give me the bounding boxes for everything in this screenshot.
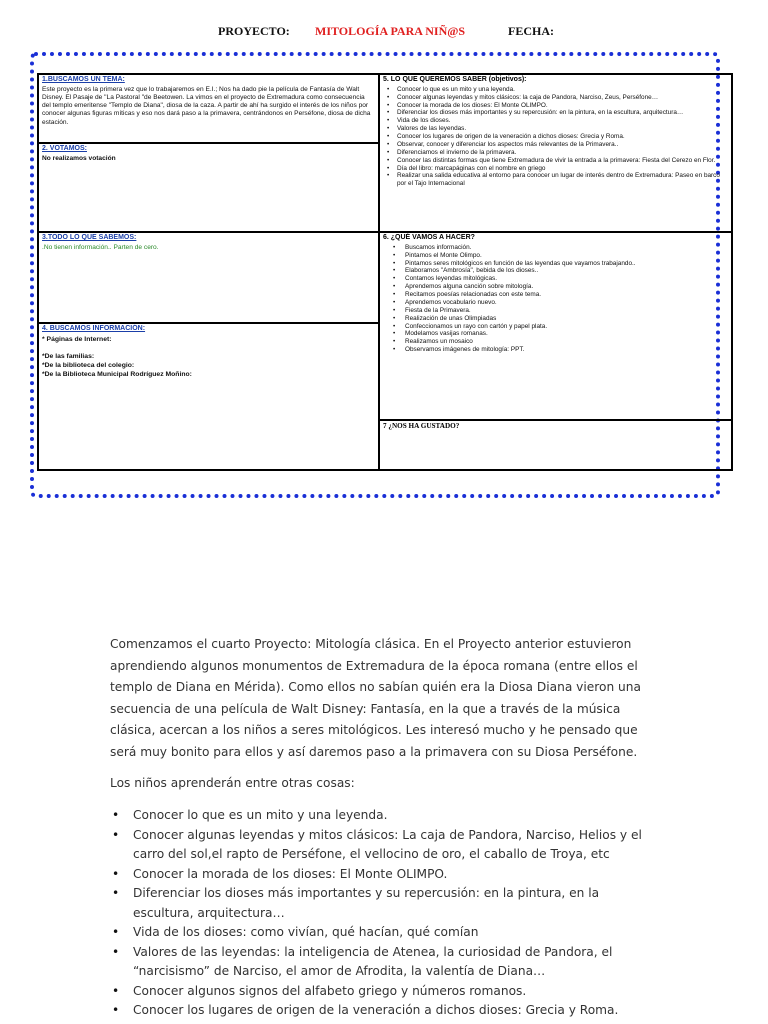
section-title: 4. BUSCAMOS INFORMACIÓN:: [42, 325, 146, 332]
info-line: *De la Biblioteca Municipal Rodríguez Moñino:: [42, 371, 192, 379]
list-item: • Aprendemos vocabulario nuevo.: [405, 299, 728, 307]
list-item: • Conocer las distintas formas que tiene Extremadura de vivir la entrada a la primavera: Fiesta del Cerezo en Flor.: [397, 157, 728, 165]
list-item: • Confeccionamos un rayo con cartón y papel plata.: [405, 323, 728, 331]
list-item: • Conocer lo que es un mito y una leyenda.: [397, 86, 728, 94]
info-line: *De las familias:: [42, 352, 95, 360]
body-text: [110, 634, 662, 1021]
list-item: • Conocer algunas leyendas y mitos clásicos: la caja de Pandora, Narciso, Zeus, Perséfone…: [397, 94, 728, 102]
list-item: • Realizar una salida educativa al entorno para conocer un lugar de interés dentro de Extremadura: Paseo en barco por el Tajo Internacional: [397, 172, 728, 188]
list-item: • Realizamos un mosaico: [405, 338, 728, 346]
list-item: • Fiesta de la Primavera.: [405, 307, 728, 315]
intro-paragraph: Comenzamos el cuarto Proyecto: Mitología clásica. En el Proyecto anterior estuvieron aprendiendo algunos monumentos de Extremadura de la época romana (entre ellos el templo de Diana en Mérida). Como ellos no sabían quién era la Diosa Diana vieron una secuencia de una película de Walt Disney: Fantasía, en la que a través de la música clásica, acercan a los niños a seres mitológicos. Les interesó mucho y he pensado que será muy bonito para ellos y así daremos paso a la primavera con su Diosa Perséfone.: [110, 637, 641, 759]
section-votamos: [39, 144, 380, 233]
list-item: • Conocer los lugares de origen de la veneración a dichos dioses: Grecia y Roma.: [397, 133, 728, 141]
section-objetivos: [380, 75, 731, 233]
section-title: 2. VOTAMOS:: [42, 145, 87, 152]
project-table: [37, 73, 733, 471]
list-item: • Valores de las leyendas.: [397, 125, 728, 133]
section-que-vamos-a-hacer: [380, 233, 731, 421]
section-buscamos-informacion: [39, 324, 380, 469]
list-item: • Pintamos seres mitológicos en función de las leyendas que vayamos trabajando..: [405, 260, 728, 268]
list-item: • Diferenciar los dioses más importantes y su repercusión: en la pintura, en la escultura, arquitectura…: [110, 884, 662, 923]
section-title: 3.TODO LO QUE SABEMOS:: [42, 234, 137, 241]
list-item: • Realización de unas Olimpiadas: [405, 315, 728, 323]
project-title: MITOLOGÍA PARA NIÑ@S: [315, 24, 466, 38]
proyecto-label: PROYECTO:: [218, 24, 290, 38]
info-line: * Páginas de Internet:: [42, 335, 112, 343]
list-item: • Conocer los lugares de origen de la veneración a dichos dioses: Grecia y Roma.: [110, 1001, 662, 1021]
section-text: No realizamos votación: [42, 154, 116, 162]
list-item: • Contamos leyendas mitológicas.: [405, 275, 728, 283]
list-item: • Día del libro: marcapáginas con el nombre en griego: [397, 165, 728, 173]
list-item: • Diferenciar los dioses más importantes y su repercusión: en la pintura, en la escultura, arquitectura…: [397, 109, 728, 117]
list-item: • Elaboramos "Ambrosía", bebida de los dioses..: [405, 267, 728, 275]
section-text: .No tienen información.. Parten de cero.: [42, 243, 159, 251]
list-item: • Recitamos poesías relacionadas con este tema.: [405, 291, 728, 299]
list-item: • Observar, conocer y diferenciar los aspectos más relevantes de la Primavera..: [397, 141, 728, 149]
info-line: *De la biblioteca del colegio:: [42, 362, 135, 370]
section-title: 1.BUSCAMOS UN TEMA:: [42, 76, 125, 83]
list-item: • Conocer la morada de los dioses: El Monte OLIMPO.: [110, 865, 662, 885]
section-title: 7 ¿NOS HA GUSTADO?: [383, 422, 460, 430]
fecha-label: FECHA:: [508, 24, 554, 38]
section-text: Este proyecto es la primera vez que lo trabajaremos en E.I.; Nos ha dado pie la película de Fantasía de Walt Disney. El Pasaje de "La Pastoral "de Beetowen. La vimos en el proyecto de Extremadura como consecuencia del templo emeritense "Templo de Diana", diosa de la caza. A partir de ahí ha surgido el interés de los niños por conocer algunas figuras míticas y eso nos dará paso a la primavera, centrándonos en Perséfone, diosa de dicha estación.: [42, 85, 371, 126]
list-item: • Conocer la morada de los dioses: El Monte OLIMPO.: [397, 102, 728, 110]
list-item: • Conocer lo que es un mito y una leyenda.: [110, 806, 662, 826]
list-item: • Conocer algunos signos del alfabeto griego y números romanos.: [110, 982, 662, 1002]
section-todo-lo-que-sabemos: [39, 233, 380, 324]
section-title: 6. ¿QUÉ VAMOS A HACER?: [383, 234, 475, 241]
section-nos-ha-gustado: [380, 421, 731, 469]
list-item: • Diferenciamos el invierno de la primavera.: [397, 149, 728, 157]
list-item: • Buscamos información.: [405, 244, 728, 252]
list-item: • Vida de los dioses.: [397, 117, 728, 125]
list-item: • Aprendemos alguna canción sobre mitología.: [405, 283, 728, 291]
list-item: • Vida de los dioses: como vivían, qué hacían, qué comían: [110, 923, 662, 943]
list-intro: Los niños aprenderán entre otras cosas:: [110, 776, 355, 790]
section-title: 5. LO QUE QUEREMOS SABER (objetivos):: [383, 76, 527, 83]
learning-list: [110, 806, 662, 1021]
document-header: [0, 24, 768, 44]
list-item: • Conocer algunas leyendas y mitos clásicos: La caja de Pandora, Narciso, Helios y el carro del sol,el rapto de Perséfone, el vellocino de oro, el caballo de Troya, etc: [110, 826, 662, 865]
list-item: • Pintamos el Monte Olimpo.: [405, 252, 728, 260]
list-item: • Modelamos vasijas romanas.: [405, 330, 728, 338]
list-item: • Valores de las leyendas: la inteligencia de Atenea, la curiosidad de Pandora, el “narcisismo” de Narciso, el amor de Afrodita, la valentía de Diana…: [110, 943, 662, 982]
list-item: • Observamos imágenes de mitología: PPT.: [405, 346, 728, 354]
section-buscamos-tema: [39, 75, 380, 144]
